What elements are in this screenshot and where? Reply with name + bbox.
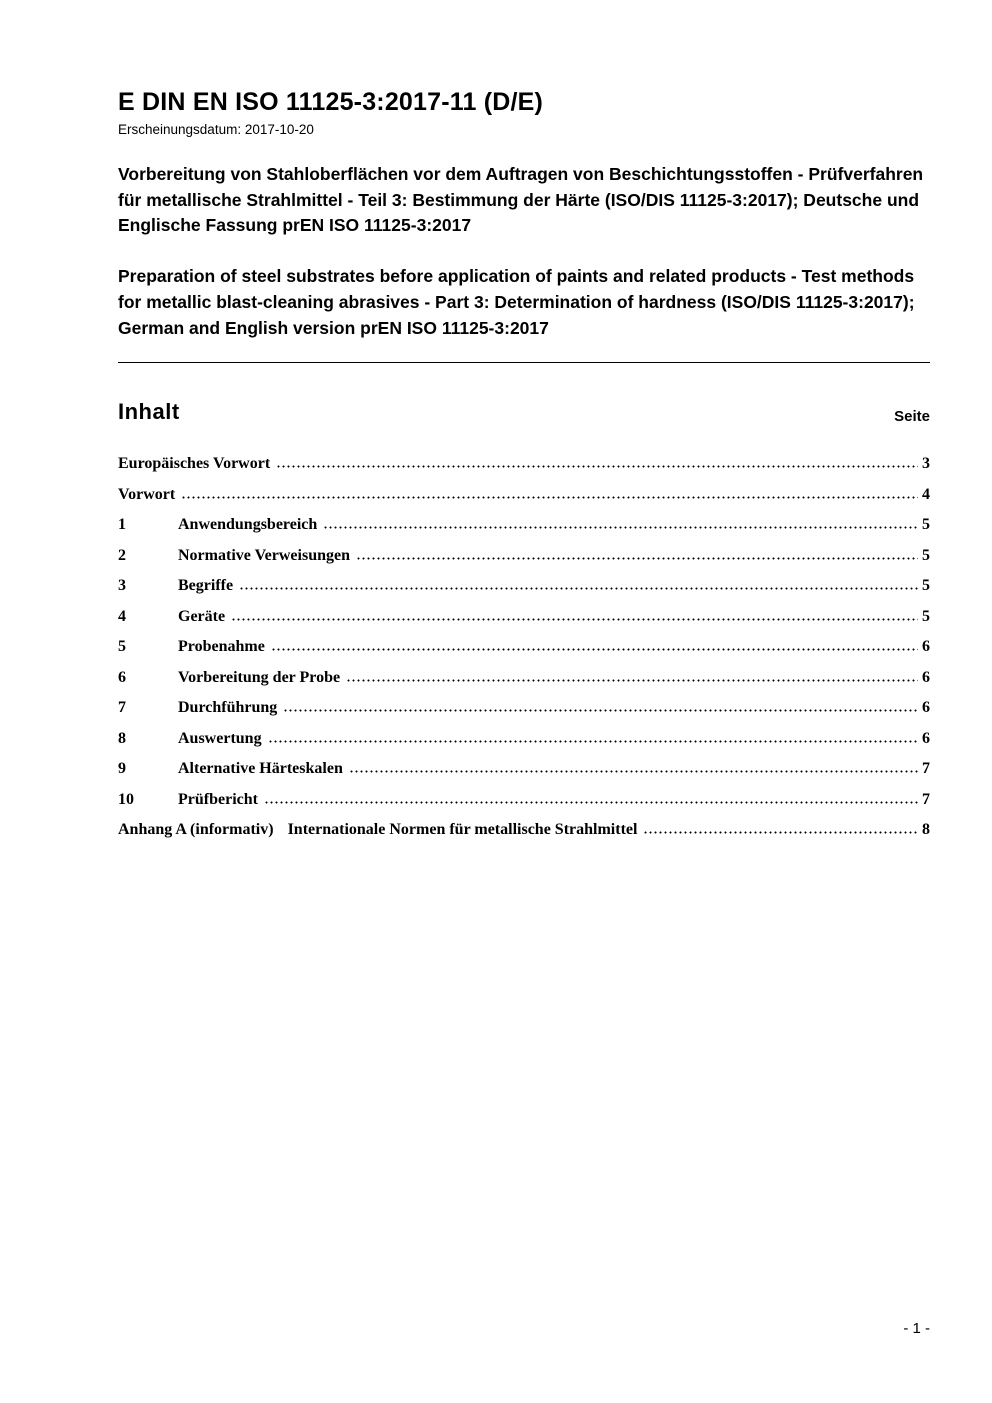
toc-entry-row xyxy=(118,608,930,639)
toc-entry-number: 10 xyxy=(118,790,134,808)
toc-dot-leader xyxy=(239,585,918,590)
toc-entry-title: Alternative Härteskalen xyxy=(178,760,343,778)
toc-entry-title: Normative Verweisungen xyxy=(178,546,350,564)
toc-entry-title: Europäisches Vorwort xyxy=(118,455,271,473)
toc-entry-title: Auswertung xyxy=(178,729,262,747)
toc-entry-page: 5 xyxy=(922,577,930,595)
toc-header xyxy=(118,399,930,425)
toc-dot-leader xyxy=(349,768,918,773)
toc-entry-row xyxy=(118,638,930,669)
toc-entry-title: Anwendungsbereich xyxy=(178,516,318,534)
horizontal-rule xyxy=(118,362,930,363)
document-number-title: E DIN EN ISO 11125-3:2017-11 (D/E) xyxy=(118,88,544,116)
toc-entry-number: 4 xyxy=(118,607,126,625)
toc-entry-page: 7 xyxy=(922,760,930,778)
toc-entry-page: 5 xyxy=(922,607,930,625)
toc-entry-row xyxy=(118,577,930,608)
toc-entry-number: 6 xyxy=(118,668,126,686)
toc-entry-number: 9 xyxy=(118,760,126,778)
toc-entry-title: Vorbereitung der Probe xyxy=(178,668,341,686)
toc-entry-row xyxy=(118,486,930,517)
standard-title-german: Vorbereitung von Stahloberflächen vor dem Auftragen von Beschichtungsstoffen - Prüfverfahren für metallische Strahlmittel - Teil 3: Bestimmung der Härte (ISO/DIS 11125-3:2017); Deutsche und Englische Fassung prEN ISO 11125-3:2017 xyxy=(118,164,924,236)
toc-entry-title: Probenahme xyxy=(178,638,265,656)
toc-entry-number: 2 xyxy=(118,546,126,564)
toc-dot-leader xyxy=(271,646,918,651)
toc-entry-number: 8 xyxy=(118,729,126,747)
toc-entry-page: 7 xyxy=(922,790,930,808)
toc-entry-number: 5 xyxy=(118,638,126,656)
toc-entry-page: 8 xyxy=(922,821,930,839)
toc-entry-title: Geräte xyxy=(178,607,226,625)
toc-entry-row xyxy=(118,455,930,486)
toc-entry-row xyxy=(118,821,930,852)
toc-entry-number: 3 xyxy=(118,577,126,595)
toc-entry-title: Prüfbericht xyxy=(178,790,258,808)
toc-entry-title: Vorwort xyxy=(118,485,176,503)
toc-entry-title: Begriffe xyxy=(178,577,234,595)
toc-dot-leader xyxy=(323,524,918,529)
toc-entry-page: 6 xyxy=(922,699,930,717)
toc-dot-leader xyxy=(283,707,918,712)
toc-entry-page: 5 xyxy=(922,546,930,564)
toc-dot-leader xyxy=(356,555,918,560)
toc-dot-leader xyxy=(276,463,918,468)
toc-entry-number: 1 xyxy=(118,516,126,534)
toc-entry-number: Anhang A (informativ) xyxy=(118,821,274,839)
toc-entry-number: 7 xyxy=(118,699,126,717)
toc-entry-row xyxy=(118,516,930,547)
toc-entry-row xyxy=(118,669,930,700)
footer-page-number: - 1 - xyxy=(903,1320,930,1337)
toc-entry-row xyxy=(118,760,930,791)
toc-entry-row xyxy=(118,791,930,822)
publication-date: Erscheinungsdatum: 2017-10-20 xyxy=(118,122,314,137)
toc-heading: Inhalt xyxy=(118,399,180,425)
standard-title-english: Preparation of steel substrates before application of paints and related products - Test methods for metallic blast-cleaning abrasives - Part 3: Determination of hardness (ISO/DIS 11125-3:2017); German and English version prEN ISO 11125-3:2017 xyxy=(118,266,915,338)
toc-page-column-label: Seite xyxy=(894,408,930,426)
toc-dot-leader xyxy=(268,738,918,743)
toc-dot-leader xyxy=(264,799,918,804)
toc-entry-row xyxy=(118,699,930,730)
toc-entry-row xyxy=(118,730,930,761)
toc-entry-row xyxy=(118,547,930,578)
toc-entry-page: 4 xyxy=(922,485,930,503)
toc-entry-page: 6 xyxy=(922,668,930,686)
toc-entry-title: Durchführung xyxy=(178,699,278,717)
toc-entry-page: 3 xyxy=(922,455,930,473)
toc-entry-page: 6 xyxy=(922,638,930,656)
toc-dot-leader xyxy=(181,494,918,499)
toc-list xyxy=(118,455,930,852)
toc-dot-leader xyxy=(346,677,918,682)
toc-dot-leader xyxy=(231,616,918,621)
toc-entry-page: 6 xyxy=(922,729,930,747)
toc-entry-page: 5 xyxy=(922,516,930,534)
toc-entry-title: Internationale Normen für metallische Strahlmittel xyxy=(287,821,638,839)
toc-dot-leader xyxy=(643,829,918,834)
